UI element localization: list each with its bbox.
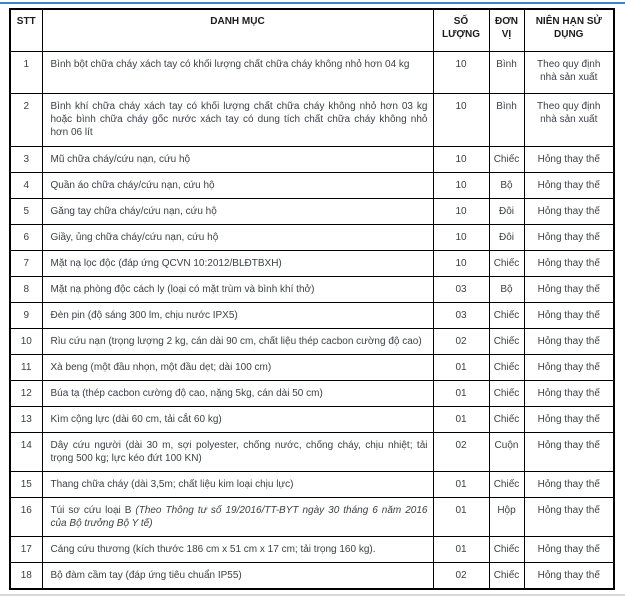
usage-period-cell: Theo quy định nhà sản xuất <box>524 93 614 146</box>
row-number-cell: 12 <box>10 380 42 406</box>
unit-cell: Chiếc <box>489 328 524 354</box>
item-name-cell <box>42 354 433 380</box>
usage-period-cell: Hỏng thay thế <box>524 471 614 497</box>
header-danh-muc: DANH MỤC <box>42 9 433 51</box>
unit-cell: Cuộn <box>489 432 524 471</box>
item-name-cell <box>42 224 433 250</box>
header-nien-han: NIÊN HẠN SỬ DỤNG <box>524 9 614 51</box>
quantity-cell: 01 <box>433 497 489 536</box>
item-name-text: Găng tay chữa cháy/cứu nạn, cứu hộ <box>50 205 217 217</box>
item-name-cell <box>42 302 433 328</box>
item-name-cell <box>42 172 433 198</box>
item-name-cell <box>42 93 433 146</box>
row-number-cell: 17 <box>10 536 42 562</box>
table-row <box>10 354 614 380</box>
quantity-cell: 01 <box>433 471 489 497</box>
quantity-cell: 01 <box>433 536 489 562</box>
quantity-cell: 10 <box>433 198 489 224</box>
item-name-text: Quần áo chữa cháy/cứu nạn, cứu hộ <box>50 179 215 191</box>
item-name-cell <box>42 380 433 406</box>
unit-cell: Bình <box>489 51 524 93</box>
usage-period-cell: Hỏng thay thế <box>524 562 614 589</box>
item-name-cell <box>42 432 433 471</box>
table-row <box>10 406 614 432</box>
row-number-cell: 8 <box>10 276 42 302</box>
row-number-cell: 7 <box>10 250 42 276</box>
quantity-cell: 01 <box>433 406 489 432</box>
row-number-cell: 6 <box>10 224 42 250</box>
usage-period-cell: Hỏng thay thế <box>524 536 614 562</box>
usage-period-cell: Hỏng thay thế <box>524 406 614 432</box>
usage-period-cell: Hỏng thay thế <box>524 224 614 250</box>
table-row <box>10 497 614 536</box>
unit-cell: Chiếc <box>489 146 524 172</box>
table-header <box>10 9 614 51</box>
item-name-cell <box>42 51 433 93</box>
item-name-text: Túi sơ cứu loại B <box>50 504 136 516</box>
unit-cell: Hộp <box>489 497 524 536</box>
table-row <box>10 276 614 302</box>
usage-period-cell: Hỏng thay thế <box>524 354 614 380</box>
unit-cell: Chiếc <box>489 406 524 432</box>
table-body <box>10 51 614 589</box>
item-name-cell <box>42 497 433 536</box>
item-name-text: Đèn pin (độ sáng 300 lm, chịu nước IPX5) <box>50 309 238 321</box>
quantity-cell: 01 <box>433 354 489 380</box>
table-row <box>10 536 614 562</box>
table-row <box>10 432 614 471</box>
quantity-cell: 02 <box>433 328 489 354</box>
unit-cell: Chiếc <box>489 250 524 276</box>
table-row <box>10 471 614 497</box>
table-row <box>10 224 614 250</box>
usage-period-cell: Hỏng thay thế <box>524 380 614 406</box>
header-stt: STT <box>10 9 42 51</box>
item-name-italic-text: (Theo Thông tư số 19/2016/TT-BYT ngày 30 tháng 6 năm 2016 của Bộ trưởng Bộ Y tế) <box>50 504 428 529</box>
usage-period-cell: Hỏng thay thế <box>524 328 614 354</box>
row-number-cell: 13 <box>10 406 42 432</box>
unit-cell: Chiếc <box>489 302 524 328</box>
quantity-cell: 02 <box>433 562 489 589</box>
table-row <box>10 51 614 93</box>
usage-period-cell: Hỏng thay thế <box>524 497 614 536</box>
item-name-text: Bình khí chữa cháy xách tay có khối lượng chất chữa cháy không nhỏ hơn 03 kg hoặc bình chữa cháy gốc nước xách tay có dung tích chất chữa cháy không nhỏ hơn 06 lít <box>50 100 428 138</box>
row-number-cell: 11 <box>10 354 42 380</box>
header-so-luong: SỐ LƯỢNG <box>433 9 489 51</box>
item-name-text: Cáng cứu thương (kích thước 186 cm x 51 cm x 17 cm; tải trọng 160 kg). <box>50 543 376 555</box>
unit-cell: Chiếc <box>489 562 524 589</box>
quantity-cell: 10 <box>433 224 489 250</box>
quantity-cell: 02 <box>433 432 489 471</box>
usage-period-cell: Hỏng thay thế <box>524 172 614 198</box>
item-name-text: Mặt nạ lọc độc (đáp ứng QCVN 10:2012/BLĐTBXH) <box>50 257 282 269</box>
quantity-cell: 10 <box>433 146 489 172</box>
usage-period-cell: Hỏng thay thế <box>524 276 614 302</box>
row-number-cell: 4 <box>10 172 42 198</box>
top-accent-divider <box>0 2 625 4</box>
usage-period-cell: Hỏng thay thế <box>524 302 614 328</box>
unit-cell: Bình <box>489 93 524 146</box>
unit-cell: Bộ <box>489 172 524 198</box>
item-name-text: Bộ đàm cầm tay (đáp ứng tiêu chuẩn IP55) <box>50 569 242 581</box>
item-name-cell <box>42 146 433 172</box>
item-name-text: Xà beng (một đầu nhọn, một đầu dẹt; dài 100 cm) <box>50 361 272 373</box>
usage-period-cell: Theo quy định nhà sản xuất <box>524 51 614 93</box>
bottom-divider <box>0 594 625 596</box>
item-name-cell <box>42 536 433 562</box>
unit-cell: Chiếc <box>489 536 524 562</box>
quantity-cell: 10 <box>433 172 489 198</box>
item-name-text: Mũ chữa cháy/cứu nạn, cứu hộ <box>50 153 191 165</box>
item-name-cell <box>42 406 433 432</box>
row-number-cell: 1 <box>10 51 42 93</box>
item-name-text: Kìm cộng lực (dài 60 cm, tải cắt 60 kg) <box>50 413 222 425</box>
row-number-cell: 10 <box>10 328 42 354</box>
item-name-cell <box>42 328 433 354</box>
table-row <box>10 328 614 354</box>
quantity-cell: 10 <box>433 51 489 93</box>
usage-period-cell: Hỏng thay thế <box>524 432 614 471</box>
item-name-cell <box>42 198 433 224</box>
unit-cell: Chiếc <box>489 380 524 406</box>
table-row <box>10 250 614 276</box>
item-name-text: Thang chữa cháy (dài 3,5m; chất liệu kim loại chịu lực) <box>50 478 294 490</box>
item-name-text: Bình bột chữa cháy xách tay có khối lượng chất chữa cháy không nhỏ hơn 04 kg <box>50 58 410 70</box>
table-row <box>10 302 614 328</box>
header-don-vi: ĐƠN VỊ <box>489 9 524 51</box>
item-name-text: Giầy, ủng chữa cháy/cứu nạn, cứu hộ <box>50 231 219 243</box>
item-name-cell <box>42 471 433 497</box>
row-number-cell: 9 <box>10 302 42 328</box>
row-number-cell: 3 <box>10 146 42 172</box>
item-name-cell <box>42 276 433 302</box>
row-number-cell: 18 <box>10 562 42 589</box>
table-row <box>10 146 614 172</box>
table-row <box>10 172 614 198</box>
quantity-cell: 01 <box>433 380 489 406</box>
item-name-text: Dây cứu người (dài 30 m, sợi polyester, chống nước, chống cháy, chịu nhiệt; tải trọng 500 kg; lực kéo đứt 100 KN) <box>50 439 428 464</box>
row-number-cell: 5 <box>10 198 42 224</box>
table-row <box>10 562 614 589</box>
table-row <box>10 380 614 406</box>
item-name-cell <box>42 250 433 276</box>
quantity-cell: 03 <box>433 276 489 302</box>
quantity-cell: 10 <box>433 93 489 146</box>
table-row <box>10 198 614 224</box>
quantity-cell: 03 <box>433 302 489 328</box>
usage-period-cell: Hỏng thay thế <box>524 146 614 172</box>
row-number-cell: 2 <box>10 93 42 146</box>
item-name-cell <box>42 562 433 589</box>
unit-cell: Đôi <box>489 198 524 224</box>
unit-cell: Bộ <box>489 276 524 302</box>
row-number-cell: 16 <box>10 497 42 536</box>
unit-cell: Chiếc <box>489 354 524 380</box>
usage-period-cell: Hỏng thay thế <box>524 250 614 276</box>
item-name-text: Búa tạ (thép cacbon cường độ cao, nặng 5kg, cán dài 50 cm) <box>50 387 323 399</box>
usage-period-cell: Hỏng thay thế <box>524 198 614 224</box>
quantity-cell: 10 <box>433 250 489 276</box>
unit-cell: Chiếc <box>489 471 524 497</box>
item-name-text: Mặt nạ phòng độc cách ly (loại có mặt trùm và bình khí thở) <box>50 283 315 295</box>
row-number-cell: 14 <box>10 432 42 471</box>
table-row <box>10 93 614 146</box>
row-number-cell: 15 <box>10 471 42 497</box>
equipment-table <box>9 8 615 590</box>
unit-cell: Đôi <box>489 224 524 250</box>
item-name-text: Rìu cứu nạn (trọng lượng 2 kg, cán dài 90 cm, chất liệu thép cacbon cường độ cao) <box>50 335 422 347</box>
table-header-row <box>10 9 614 51</box>
